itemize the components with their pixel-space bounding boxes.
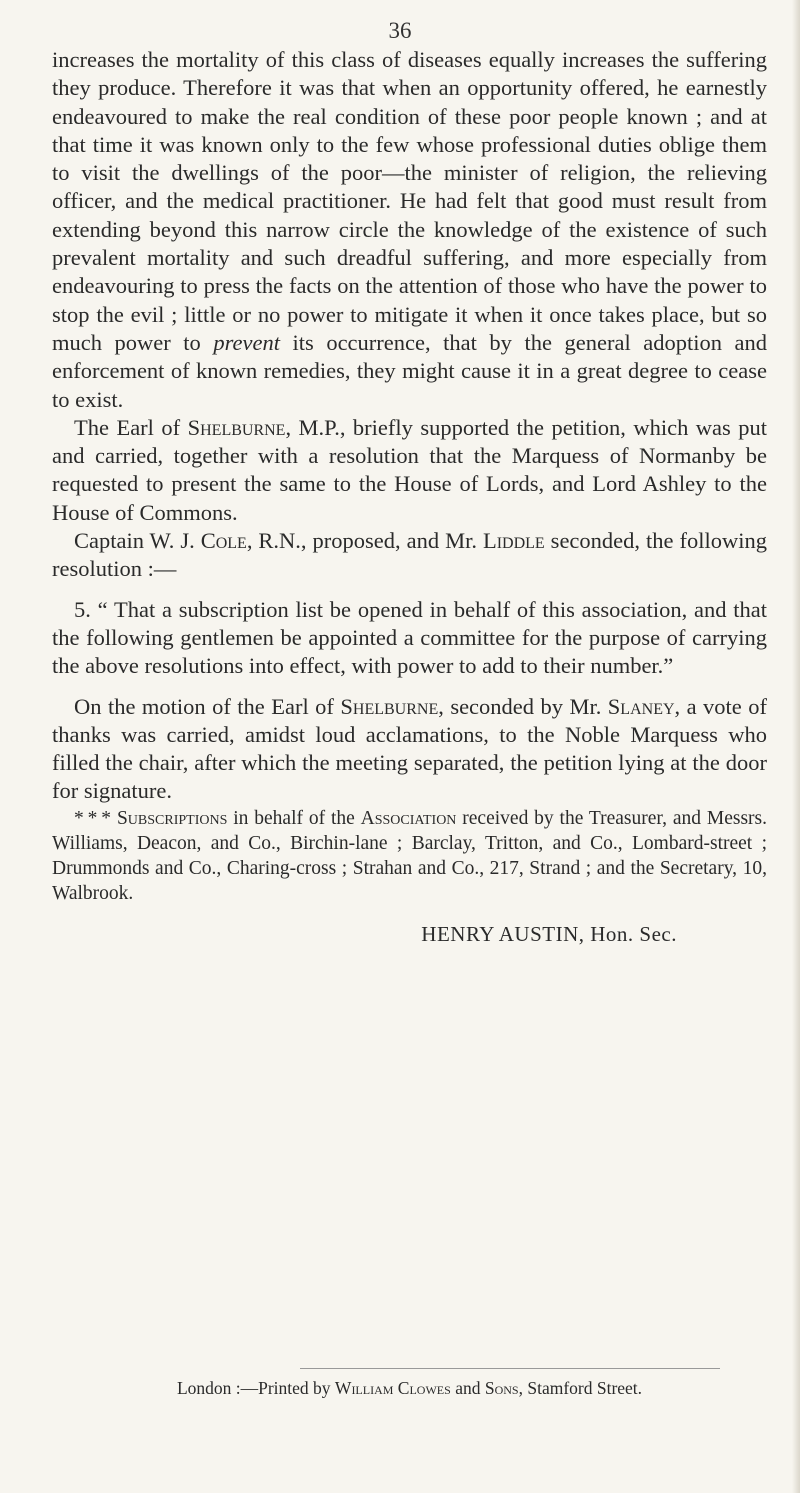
text-run: London :—Printed by [176, 1378, 335, 1398]
paragraph-resolution-5: 5. “ That a subscription list be opened in behalf of this association, and that the following gentlemen be appointed a committee for the purpose of carrying the above resolutions into effect, with power to add to their number.” [52, 596, 767, 679]
text-run: received by the Treasurer, and Messrs. Williams, Deacon, and Co., Birchin-lane ; Barclay, Tritton, and Co., Lombard-street ; Drummonds and Co., Charing-cross ; Strahan and Co., 217, Strand ; and the Secretary, 10, Walbrook. [52, 807, 767, 904]
name-small-caps: Shelburne [340, 693, 439, 719]
paragraph-shelburne-support [52, 414, 767, 527]
paragraph-mortality [52, 46, 767, 414]
name-small-caps: Slaney [607, 693, 675, 719]
page-edge-shadow [792, 0, 800, 1493]
text-run: Captain W. J. [74, 528, 201, 554]
asterism: * * * [74, 807, 117, 829]
name-small-caps: Liddle [482, 528, 545, 554]
page-number: 36 [388, 18, 412, 43]
divider-rule [300, 1368, 720, 1369]
name-small-caps: Subscriptions [116, 807, 228, 829]
name-small-caps: Sons [484, 1378, 519, 1398]
text-run: The Earl of [74, 414, 188, 440]
paragraph-vote-of-thanks [52, 693, 767, 806]
text-run: in behalf of the [227, 807, 361, 829]
signature: HENRY AUSTIN, Hon. Sec. [421, 921, 677, 946]
name-small-caps: William Clowes [334, 1378, 451, 1398]
name-small-caps: Association [360, 807, 457, 829]
name-small-caps: Cole [200, 528, 247, 554]
name-small-caps: Shelburne [187, 414, 286, 440]
text-run: , M.P., briefly supported the petition, which was put and carried, together with a resolution that the Marquess of Normanby be requested to present the same to the House of Lords, and Lord Ashley to the House of Commons. [52, 414, 768, 525]
text-run: On the motion of the Earl of [74, 693, 341, 719]
page-body [52, 46, 767, 948]
text-run: , R.N., proposed, and Mr. [246, 528, 483, 554]
text-run: increases the mortality of this class of diseases equally increases the suffering they produce. Therefore it was that when an opportunity offered, he earnestly endeavoured to make the real condition of these poor people known ; and at that time it was known only to the few whose professional duties oblige them to visit the dwellings of the poor—the minister of religion, the relieving officer, and the medical practitioner. He had felt that good must result from extending beyond this narrow circle the knowledge of the existence of such prevalent mortality and such dreadful suffering, and more especially from endeavouring to press the facts on the attention of those who have the power to stop the evil ; little or no power to mitigate it when it once takes place, but so much power to [52, 47, 767, 355]
text-run: seconded, the following resolution :— [52, 528, 767, 582]
text-run: its occurrence, that by the general adoption and enforcement of known remedies, they might cause it in a great degree to cease to exist. [52, 329, 767, 412]
printer-imprint [52, 1378, 767, 1399]
paragraph-cole-proposal [52, 527, 767, 584]
paragraph-subscriptions [52, 806, 767, 906]
text-run: , a vote of thanks was carried, amidst loud acclamations, to the Noble Marquess who filled the chair, after which the meeting separated, the petition lying at the door for signature. [52, 693, 767, 804]
text-run: and [450, 1378, 485, 1398]
text-run: , Stamford Street. [518, 1378, 643, 1398]
emphasis-prevent: prevent [213, 329, 280, 355]
text-run: , seconded by Mr. [438, 693, 608, 719]
